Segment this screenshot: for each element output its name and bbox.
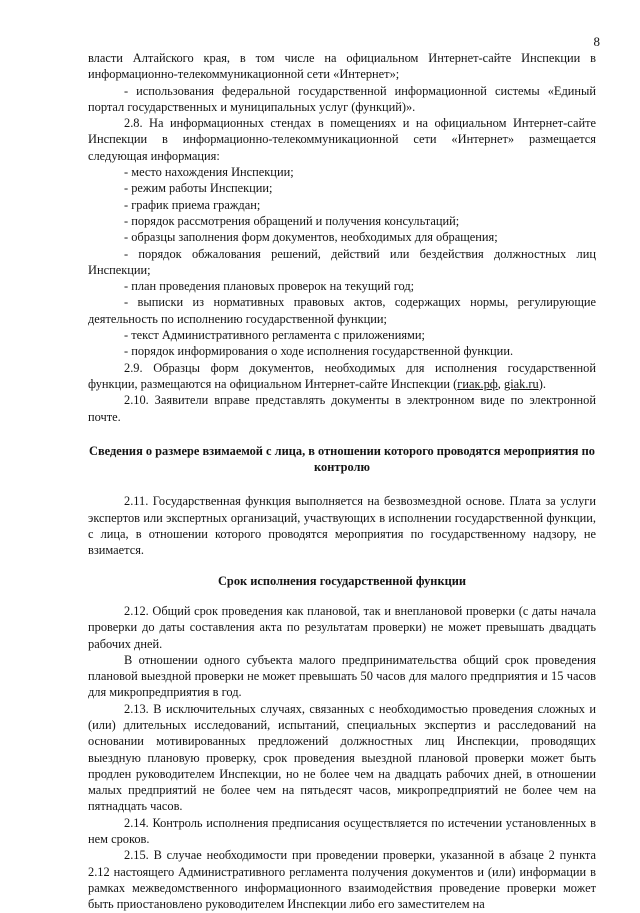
paragraph: - порядок обжалования решений, действий или бездействия должностных лиц Инспекции; <box>88 246 596 277</box>
paragraph: - выписки из нормативных правовых актов, содержащих нормы, регулирующие деятельность по исполнению государственной функции; <box>88 295 596 326</box>
paragraph: - образцы заполнения форм документов, необходимых для обращения; <box>124 230 498 245</box>
paragraph: В отношении одного субъекта малого предпринимательства общий срок проведения плановой выездной проверки не может превышать 50 часов для малого предприятия и 15 часов для микропредприятия в год. <box>88 652 596 700</box>
paragraph: власти Алтайского края, в том числе на официальном Интернет-сайте Инспекции в информационно-телекоммуникационной сети «Интернет»; <box>88 51 596 82</box>
paragraph: 2.8. На информационных стендах в помещениях и на официальном Интернет-сайте Инспекции в информационно-телекоммуникационной сети «Интернет» размещается следующая информация: <box>88 116 596 163</box>
paragraph: - план проведения плановых проверок на текущий год; <box>124 279 415 294</box>
paragraph: 2.10. Заявители вправе представлять документы в электронном виде по электронной почте. <box>88 393 596 424</box>
paragraph-text: 2.9. Образцы форм документов, необходимых для исполнения государственной функции, размещаются на официальном Интернет-сайте Инспекции ( <box>88 360 596 391</box>
spacer <box>88 475 596 493</box>
paragraph: 2.12. Общий срок проведения как плановой, так и внеплановой проверки (с даты начала проверки до даты составления акта по результатам проверки) не может превышать двадцать рабочих дней. <box>88 603 596 651</box>
paragraph-text: ). <box>538 376 546 391</box>
section-heading: Срок исполнения государственной функции <box>217 573 466 588</box>
paragraph <box>88 360 596 393</box>
spacer <box>88 559 596 573</box>
paragraph: - график приема граждан; <box>124 197 261 212</box>
paragraph: 2.15. В случае необходимости при проведении проверки, указанной в абзаце 2 пункта 2.12 настоящего Административного регламента получения документов и (или) информации в рамках межведомственного информационного взаимодействия проведение проверки может быть приостановлено руководителем Инспекции либо его заместителем на <box>88 848 596 912</box>
paragraph: - режим работы Инспекции; <box>124 181 273 196</box>
paragraph: 2.11. Государственная функция выполняется на безвозмездной основе. Плата за услуги экспертов или экспертных организаций, участвующих в исполнении государственной функции, с лица, в отношении которого проводятся мероприятия по государственному надзору, не взимается. <box>88 494 596 558</box>
spacer <box>88 589 596 603</box>
paragraph: - место нахождения Инспекции; <box>124 165 294 180</box>
website-link-ru[interactable]: giak.ru <box>504 376 539 391</box>
website-link-rf[interactable]: гиак.рф <box>457 376 498 391</box>
paragraph: 2.14. Контроль исполнения предписания осуществляется по истечении установленных в нем сроков. <box>88 815 596 847</box>
page-number: 8 <box>593 34 600 49</box>
paragraph: 2.13. В исключительных случаях, связанных с необходимостью проведения сложных и (или) длительных исследований, испытаний, специальных экспертиз и расследований на основании мотивированных предложений должностных лиц Инспекции, проводящих выездную плановую проверку, срок проведения выездной плановой проверки может быть продлен руководителем Инспекции, но не более чем на двадцать рабочих дней, в отношении малых предприятий не более чем на пятьдесят часов, микропредприятий не более чем на пятнадцать часов. <box>88 701 596 814</box>
section-heading: Сведения о размере взимаемой с лица, в отношении которого проводятся мероприятия по контролю <box>89 443 595 475</box>
link-separator: , <box>497 376 504 391</box>
spacer <box>88 425 596 443</box>
paragraph: - порядок рассмотрения обращений и получения консультаций; <box>124 213 460 228</box>
paragraph: - текст Административного регламента с приложениями; <box>124 328 425 343</box>
document-body <box>88 50 596 913</box>
paragraph: - использования федеральной государственной информационной системы «Единый портал государственных и муниципальных услуг (функций)». <box>88 83 596 114</box>
paragraph: - порядок информирования о ходе исполнения государственной функции. <box>124 344 514 359</box>
